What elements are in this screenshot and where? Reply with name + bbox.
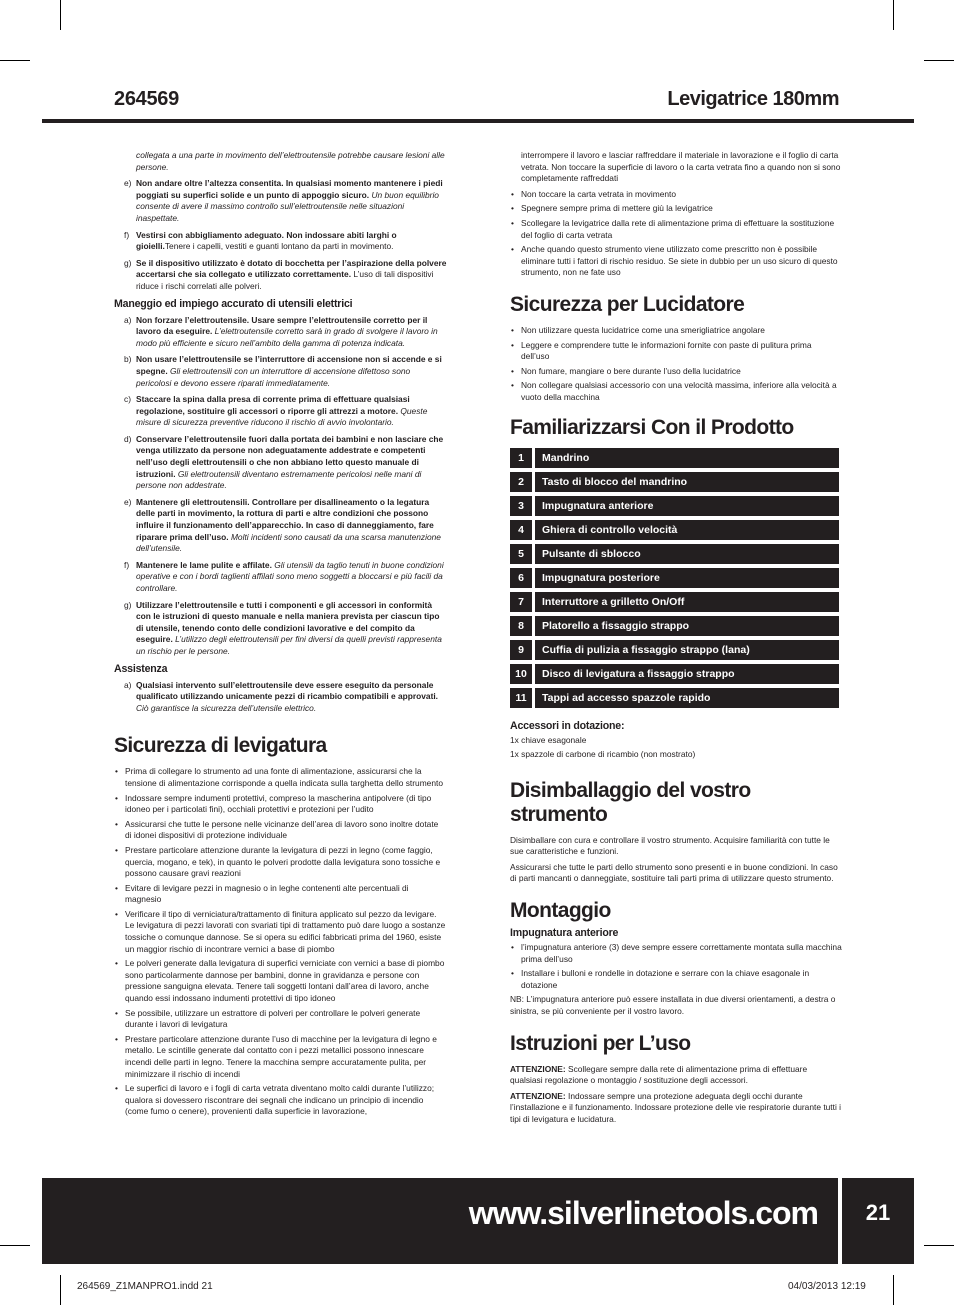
- list-item: [114, 394, 447, 429]
- item-label: f): [124, 559, 130, 570]
- bullet-item: • Non fumare, mangiare o bere durante l’uso della lucidatrice: [510, 366, 842, 378]
- list-item: [114, 600, 447, 658]
- safety-list-maneggio: [114, 315, 447, 658]
- part-name: Mandrino: [535, 448, 839, 468]
- accessori-list: [510, 735, 842, 761]
- item-bold-text: Conservare l’elettroutensile fuori dalla portata dei bambini e non lasciare che venga utilizzato da persone non adeguatamente addestrate e competenti nell’uso degli elettroutensili o che non abbiano letto questo manuale di istruzioni.: [136, 433, 444, 479]
- part-row: [510, 496, 839, 516]
- bullet-item: • Evitare di levigare pezzi in magnesio o in leghe contenenti alte percentuali di magnesio: [114, 883, 447, 906]
- bullet-item: • Non collegare qualsiasi accessorio con una velocità massima, inferiore alla velocità a vuoto della macchina: [510, 380, 842, 403]
- item-text: Gli elettroutensili diventano estremamente pericolosi nelle mani di persone non addestrate.: [136, 468, 422, 491]
- crop-mark: [60, 1275, 61, 1305]
- item-bold-text: Non forzare l’elettroutensile. Usare sempre l’elettroutensile corretto per il lavoro da eseguire.: [136, 314, 428, 337]
- item-bold-text: Staccare la spina dalla presa di corrente prima di effettuare qualsiasi regolazione, sostituire gli accessori o riporre gli attrezzi a motore.: [136, 394, 410, 416]
- bullet-item: • Prestare particolare attenzione durante la levigatura di pezzi in legno (come faggio, quercia, mogano, e tek), in quanto le polveri prodotte dalla levigatura sono tossiche e possono causare gravi reazioni: [114, 845, 447, 880]
- attenzione-label: ATTENZIONE:: [510, 1090, 566, 1101]
- levigatura-bullet-list-cont: [510, 189, 842, 279]
- page-number: 21: [865, 1200, 891, 1225]
- section-title-lucidatore: Sicurezza per Lucidatore: [510, 292, 745, 316]
- item-text: Un buon equilibrio consente di avere il massimo controllo sull’elettroutensile nelle situazioni inaspettate.: [136, 189, 439, 223]
- part-number: 3: [510, 496, 532, 516]
- page-header: [114, 86, 839, 116]
- subheading-maneggio: Maneggio ed impiego accurato di utensili elettrici: [114, 297, 353, 310]
- item-text: Gli utensili da taglio tenuti in buone condizioni operative e con i bordi taglienti affilati sono meno soggetti a bloccarsi e più facili da controllare.: [136, 559, 444, 593]
- crop-mark: [0, 60, 30, 61]
- item-bold-text: Non usare l’elettroutensile se l’interruttore di accensione non si accende e si spegne.: [136, 354, 442, 376]
- crop-mark: [0, 1245, 30, 1246]
- part-name: Cuffia di pulizia a fissaggio strappo (lana): [535, 640, 839, 660]
- attenzione-paragraph-1: [510, 1064, 842, 1087]
- footer-website: www.silverlinetools.com: [468, 1195, 818, 1231]
- part-row: [510, 688, 839, 708]
- item-label: a): [124, 679, 132, 690]
- part-number: 9: [510, 640, 532, 660]
- bullet-item: • Leggere e comprendere tutte le informazioni fornite con paste di pulitura prima dell’uso: [510, 340, 842, 363]
- part-name: Pulsante di sblocco: [535, 544, 839, 564]
- accessori-title: Accessori in dotazione:: [510, 719, 625, 732]
- item-bold-text: Se il dispositivo utilizzato è dotato di bocchetta per l’aspirazione della polvere accertarsi che sia collegato e utilizzato correttamente.: [136, 257, 447, 280]
- attenzione-label: ATTENZIONE:: [510, 1063, 566, 1074]
- item-label: g): [124, 257, 132, 268]
- item-bold-text: Vestirsi con abbigliamento adeguato. Non indossare abiti larghi o gioielli.: [136, 229, 397, 252]
- list-item: [114, 434, 447, 492]
- item-bold-text: Qualsiasi intervento sull’elettroutensile deve essere eseguito da personale qualificato utilizzando unicamente pezzi di ricambio compatibili e approvati.: [136, 679, 439, 702]
- part-row: [510, 520, 839, 540]
- bullet-item: • Assicurarsi che tutte le persone nelle vicinanze dell’area di lavoro sono inoltre dotate di idonei dispositivi di protezione individuale: [114, 819, 447, 842]
- part-name: Tappi ad accesso spazzole rapido: [535, 688, 839, 708]
- attenzione-text: Indossare sempre una protezione adeguata degli occhi durante l’installazione e il funzionamento. Indossare protezione delle vie respiratorie durante tutti i tipi di levigatura e lucidatura.: [510, 1090, 842, 1124]
- bullet-item: • l’impugnatura anteriore (3) deve sempre essere correttamente montata sulla macchina prima dell’uso: [510, 942, 842, 965]
- list-item: [114, 178, 447, 224]
- crop-mark: [924, 60, 954, 61]
- section-title-istruzioni: Istruzioni per L’uso: [510, 1031, 691, 1055]
- disimballaggio-paragraph-1: Disimballare con cura e controllare il vostro strumento. Acquisire familiarità con tutte le sue caratteristiche e funzioni.: [510, 834, 830, 857]
- bullet-item: • Le superfici di lavoro e i fogli di carta vetrata diventano molto caldi durante l’utilizzo; qualora si dovessero riscontrare dei segnali che indicano un principio di incendio (come fumo o cenere), provenienti dalla superficie in lavorazione,: [114, 1083, 447, 1118]
- item-text: Tenere i capelli, vestiti e guanti lontano da parti in movimento.: [164, 241, 394, 252]
- item-label: f): [124, 229, 130, 240]
- item-text: L’utilizzo degli elettroutensili per fini diversi da quelli previsti rappresenta un rischio per le persone.: [136, 634, 442, 656]
- item-label: a): [124, 314, 132, 325]
- item-label: e): [124, 496, 132, 507]
- slug-filename: 264569_Z1MANPRO1.indd 21: [77, 1281, 213, 1292]
- part-name: Impugnatura anteriore: [535, 496, 839, 516]
- safety-list-assistenza: [114, 680, 447, 715]
- item-bold-text: Mantenere le lame pulite e affilate.: [136, 559, 272, 570]
- item-label: e): [124, 178, 132, 189]
- list-item: [114, 560, 447, 595]
- section-title-prodotto: Familiarizzarsi Con il Prodotto: [510, 415, 794, 439]
- part-number: 10: [510, 664, 532, 684]
- part-name: Disco di levigatura a fissaggio strappo: [535, 664, 839, 684]
- bullet-item: • Non utilizzare questa lucidatrice come una smerigliatrice angolare: [510, 325, 842, 337]
- part-row: [510, 616, 839, 636]
- item-text: Molti incidenti sono causati da una scarsa manutenzione dell’utensile.: [136, 531, 441, 554]
- item-label: g): [124, 599, 132, 610]
- item-text: Gli elettroutensili con un interruttore di accensione difettoso sono pericolosi e devono essere riparati immediatamente.: [136, 365, 411, 388]
- bullet-item: • Anche quando questo strumento viene utilizzato come prescritto non è possibile eliminare tutti i fattori di rischio residuo. Se siete in dubbio per un uso sicuro di questo strumento, non ne fate uso: [510, 244, 842, 279]
- disimballaggio-paragraph-2: Assicurarsi che tutte le parti dello strumento sono presenti e in buone condizioni. In caso di parti mancanti o danneggiate, sostituire tali parti prima di utilizzare questo strumento.: [510, 861, 838, 884]
- montaggio-bullet-list: [510, 942, 842, 991]
- list-item: [114, 680, 447, 715]
- section-title-disimballaggio: Disimballaggio del vostro strumento: [510, 778, 751, 826]
- list-item: [114, 230, 447, 253]
- crop-mark: [893, 0, 894, 30]
- part-number: 8: [510, 616, 532, 636]
- part-number: 1: [510, 448, 532, 468]
- item-bold-text: Utilizzare l’elettroutensile e tutti i componenti e gli accessori in conformità con le istruzioni di questo manuale e nella maniera prevista per ciascun tipo di utensile, tenendo conto delle condizioni lavorative e del compito da eseguire.: [136, 599, 440, 645]
- part-number: 4: [510, 520, 532, 540]
- item-label: d): [124, 433, 132, 444]
- part-number: 7: [510, 592, 532, 612]
- montaggio-subheading: Impugnatura anteriore: [510, 927, 619, 940]
- part-row: [510, 592, 839, 612]
- product-code: 264569: [114, 88, 179, 110]
- continuation-paragraph: interrompere il lavoro e lasciar raffreddare il materiale in lavorazione e il foglio di carta vetrata. Non toccare la superficie di lavoro o la carta vetrata fino a quando non si sono completamente raffreddati: [521, 150, 841, 184]
- part-name: Impugnatura posteriore: [535, 568, 839, 588]
- item-text: L’uso di tali dispositivi riduce i rischi correlati alle polveri.: [136, 269, 434, 291]
- item-label: b): [124, 354, 132, 365]
- item-text: Ciò garantisce la sicurezza dell’utensile elettrico.: [136, 702, 317, 713]
- montaggio-note: NB: L’impugnatura anteriore può essere installata in due diversi orientamenti, a destra o sinistra, se più conveniente per il vostro lavoro.: [510, 994, 836, 1017]
- part-number: 6: [510, 568, 532, 588]
- item-bold-text: Non andare oltre l’altezza consentita. In qualsiasi momento mantenere i piedi poggiati su superfici solide e un punto di appoggio sicuro.: [136, 178, 443, 200]
- intro-continuation: collegata a una parte in movimento dell’elettroutensile potrebbe causare lesioni alle persone.: [136, 150, 445, 172]
- bullet-item: • Prima di collegare lo strumento ad una fonte di alimentazione, assicurarsi che la tensione di alimentazione corrisponde a quella indicata sulla targhetta dello strumento: [114, 766, 447, 789]
- right-column: [510, 150, 842, 1130]
- bullet-item: • Se possibile, utilizzare un estrattore di polveri per controllare le polveri generate durante i lavori di levigatura: [114, 1008, 447, 1031]
- item-label: c): [124, 394, 131, 405]
- item-text: L’elettroutensile corretto sarà in grado di svolgere il lavoro in modo più efficiente e sicuro nell’ambito della gamma di potenza indicata.: [136, 326, 438, 348]
- list-item: [114, 258, 447, 293]
- part-row: [510, 640, 839, 660]
- bullet-item: • Le polveri generate dalla levigatura di superfici verniciate con vernici a base di piombo sono particolarmente dannose per bambini, donne in gravidanza e persone con pressione sanguigna elevata. Tenere tali soggetti lontani dall’area di lavoro, anche quando essi indossano indumenti protettivi di tipo idoneo: [114, 958, 447, 1004]
- part-row: [510, 448, 839, 468]
- crop-mark: [60, 0, 61, 30]
- part-name: Interruttore a grilletto On/Off: [535, 592, 839, 612]
- section-title-levigatura: Sicurezza di levigatura: [114, 734, 327, 758]
- slug-timestamp: 04/03/2013 12:19: [788, 1281, 866, 1292]
- levigatura-bullet-list: [114, 766, 447, 1118]
- bullet-item: • Installare i bulloni e rondelle in dotazione e serrare con la chiave esagonale in dotazione: [510, 968, 842, 991]
- accessorio-item: 1x spazzole di carbone di ricambio (non mostrato): [510, 749, 696, 760]
- item-bold-text: Mantenere gli elettroutensili. Controllare per disallineamento o la legatura delle parti in movimento, la rottura di parti e altre condizioni che possono influire il funzionamento dell’apparecchio. In caso di danneggiamento, fare riparare prima dell’uso.: [136, 496, 434, 542]
- subheading-assistenza: Assistenza: [114, 662, 168, 675]
- part-number: 5: [510, 544, 532, 564]
- parts-list: [510, 448, 839, 708]
- part-name: Tasto di blocco del mandrino: [535, 472, 839, 492]
- part-name: Ghiera di controllo velocità: [535, 520, 839, 540]
- list-item: [114, 354, 447, 389]
- list-item: [114, 497, 447, 555]
- part-row: [510, 544, 839, 564]
- part-row: [510, 568, 839, 588]
- crop-mark: [893, 1275, 894, 1305]
- part-name: Platorello a fissaggio strappo: [535, 616, 839, 636]
- product-title: Levigatrice 180mm: [667, 88, 839, 110]
- page-number-box: [842, 1178, 914, 1264]
- safety-list-personal: [114, 178, 447, 292]
- footer-band: [42, 1178, 838, 1264]
- part-number: 2: [510, 472, 532, 492]
- bullet-item: • Spegnere sempre prima di mettere giù la levigatrice: [510, 203, 842, 215]
- section-title-montaggio: Montaggio: [510, 899, 611, 923]
- bullet-item: • Non toccare la carta vetrata in movimento: [510, 189, 842, 201]
- bullet-item: • Prestare particolare attenzione durante l’uso di macchine per la levigatura di legno e metallo. Le scintille generate dal contatto con i pezzi metallici possono innescare incendi delle parti in legno. Tenere la macchina sempre accuratamente pulita, per minimizzare il rischio di incendi: [114, 1034, 447, 1080]
- bullet-item: • Verificare il tipo di verniciatura/trattamento di finitura applicato sul pezzo da levigare. Le levigatura di pezzi lavorati con svariati tipi di trattamento può dare luogo a sostanze tossiche o comunque dannose. Se si opera su edifici fabbricati prima del 1960, esiste un maggior rischio di incontrare vernici a base di piombo: [114, 909, 447, 955]
- bullet-item: • Indossare sempre indumenti protettivi, compreso la mascherina antipolvere (di tipo idoneo per i particolati fini), occhiali protettivi e protezioni per l’udito: [114, 793, 447, 816]
- crop-mark: [924, 1245, 954, 1246]
- attenzione-text: Scollegare sempre dalla rete di alimentazione prima di effettuare qualsiasi regolazione o montaggio / sostituzione degli accessori.: [510, 1063, 808, 1086]
- bullet-item: • Scollegare la levigatrice dalla rete di alimentazione prima di effettuare la sostituzione del foglio di carta vetrata: [510, 218, 842, 241]
- left-column: [114, 150, 447, 1121]
- list-item: [114, 315, 447, 350]
- accessorio-item: 1x chiave esagonale: [510, 734, 587, 745]
- part-row: [510, 472, 839, 492]
- part-row: [510, 664, 839, 684]
- lucidatore-bullet-list: [510, 325, 842, 404]
- header-rule: [42, 119, 914, 123]
- attenzione-paragraph-2: [510, 1091, 842, 1126]
- part-number: 11: [510, 688, 532, 708]
- item-text: Queste misure di sicurezza preventive riducono il rischio di avvio involontario.: [136, 405, 428, 428]
